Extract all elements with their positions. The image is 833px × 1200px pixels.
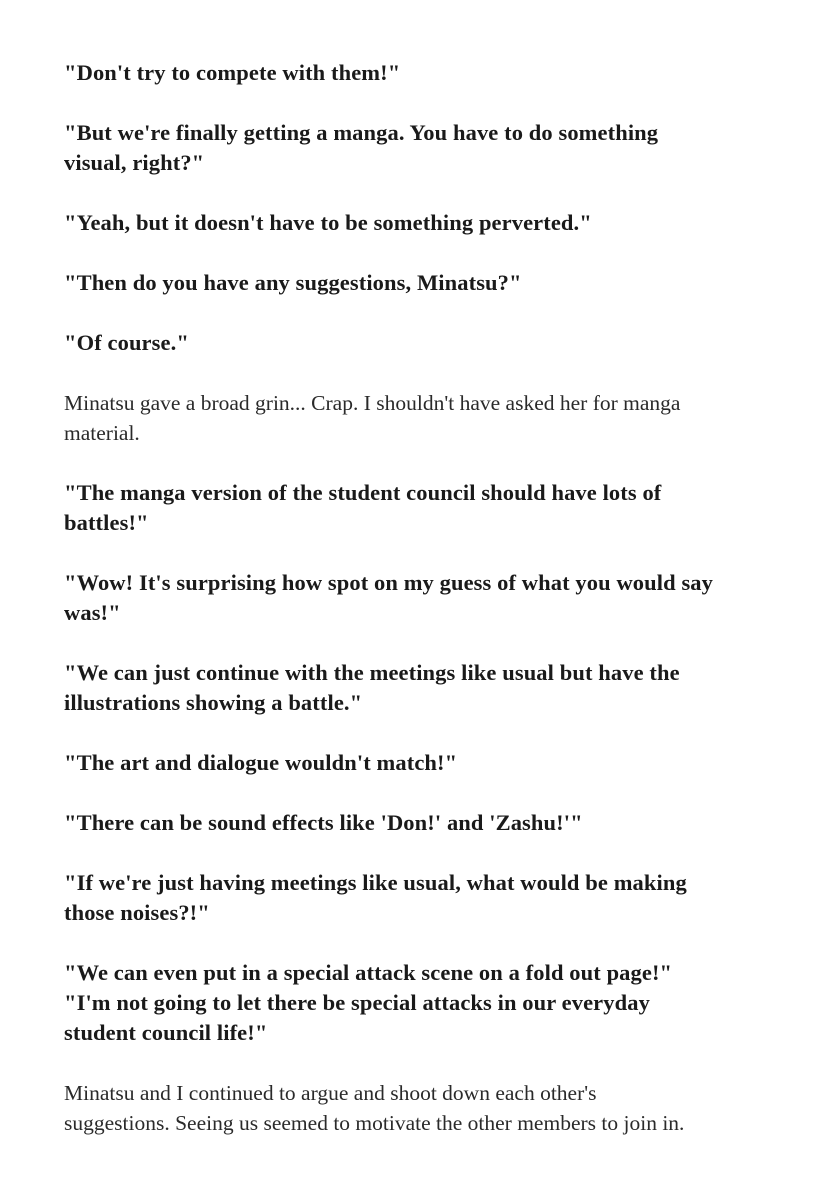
paragraph-10 <box>64 748 794 778</box>
paragraph-line: "But we're finally getting a manga. You have to do something <box>64 120 659 145</box>
paragraph-line: battles!" <box>64 510 149 535</box>
paragraph-3 <box>64 208 794 238</box>
paragraph-line: suggestions. Seeing us seemed to motivate the other members to join in. <box>64 1111 685 1135</box>
paragraph-6 <box>64 388 794 448</box>
paragraph-line: "Then do you have any suggestions, Minatsu?" <box>64 270 522 295</box>
paragraph-9 <box>64 658 794 718</box>
paragraph-line: was!" <box>64 600 121 625</box>
paragraph-line: Minatsu gave a broad grin... Crap. I shouldn't have asked her for manga <box>64 391 681 415</box>
paragraph-13 <box>64 958 794 1048</box>
paragraph-line: "Wow! It's surprising how spot on my guess of what you would say <box>64 570 714 595</box>
paragraph-4 <box>64 268 794 298</box>
paragraph-8 <box>64 568 794 628</box>
paragraph-line: "The manga version of the student council should have lots of <box>64 480 662 505</box>
paragraph-1 <box>64 58 794 88</box>
paragraph-line: Minatsu and I continued to argue and shoot down each other's <box>64 1081 597 1105</box>
paragraph-line: "We can just continue with the meetings like usual but have the <box>64 660 680 685</box>
paragraph-line: illustrations showing a battle." <box>64 690 363 715</box>
paragraph-line: "Don't try to compete with them!" <box>64 60 401 85</box>
paragraph-11 <box>64 808 794 838</box>
paragraph-line: "We can even put in a special attack scene on a fold out page!" <box>64 960 673 985</box>
paragraph-12 <box>64 868 794 928</box>
paragraph-line: "There can be sound effects like 'Don!' and 'Zashu!'" <box>64 810 583 835</box>
paragraph-7 <box>64 478 794 538</box>
paragraph-line: student council life!" <box>64 1020 268 1045</box>
paragraph-line: "Yeah, but it doesn't have to be something perverted." <box>64 210 592 235</box>
paragraph-line: "Of course." <box>64 330 189 355</box>
paragraph-line: "The art and dialogue wouldn't match!" <box>64 750 458 775</box>
paragraph-5 <box>64 328 794 358</box>
paragraph-2 <box>64 118 794 178</box>
paragraph-14 <box>64 1078 794 1138</box>
paragraph-line: material. <box>64 421 140 445</box>
paragraph-line: "If we're just having meetings like usual, what would be making <box>64 870 687 895</box>
paragraph-line: visual, right?" <box>64 150 205 175</box>
paragraph-line: those noises?!" <box>64 900 210 925</box>
paragraph-line: "I'm not going to let there be special attacks in our everyday <box>64 990 650 1015</box>
